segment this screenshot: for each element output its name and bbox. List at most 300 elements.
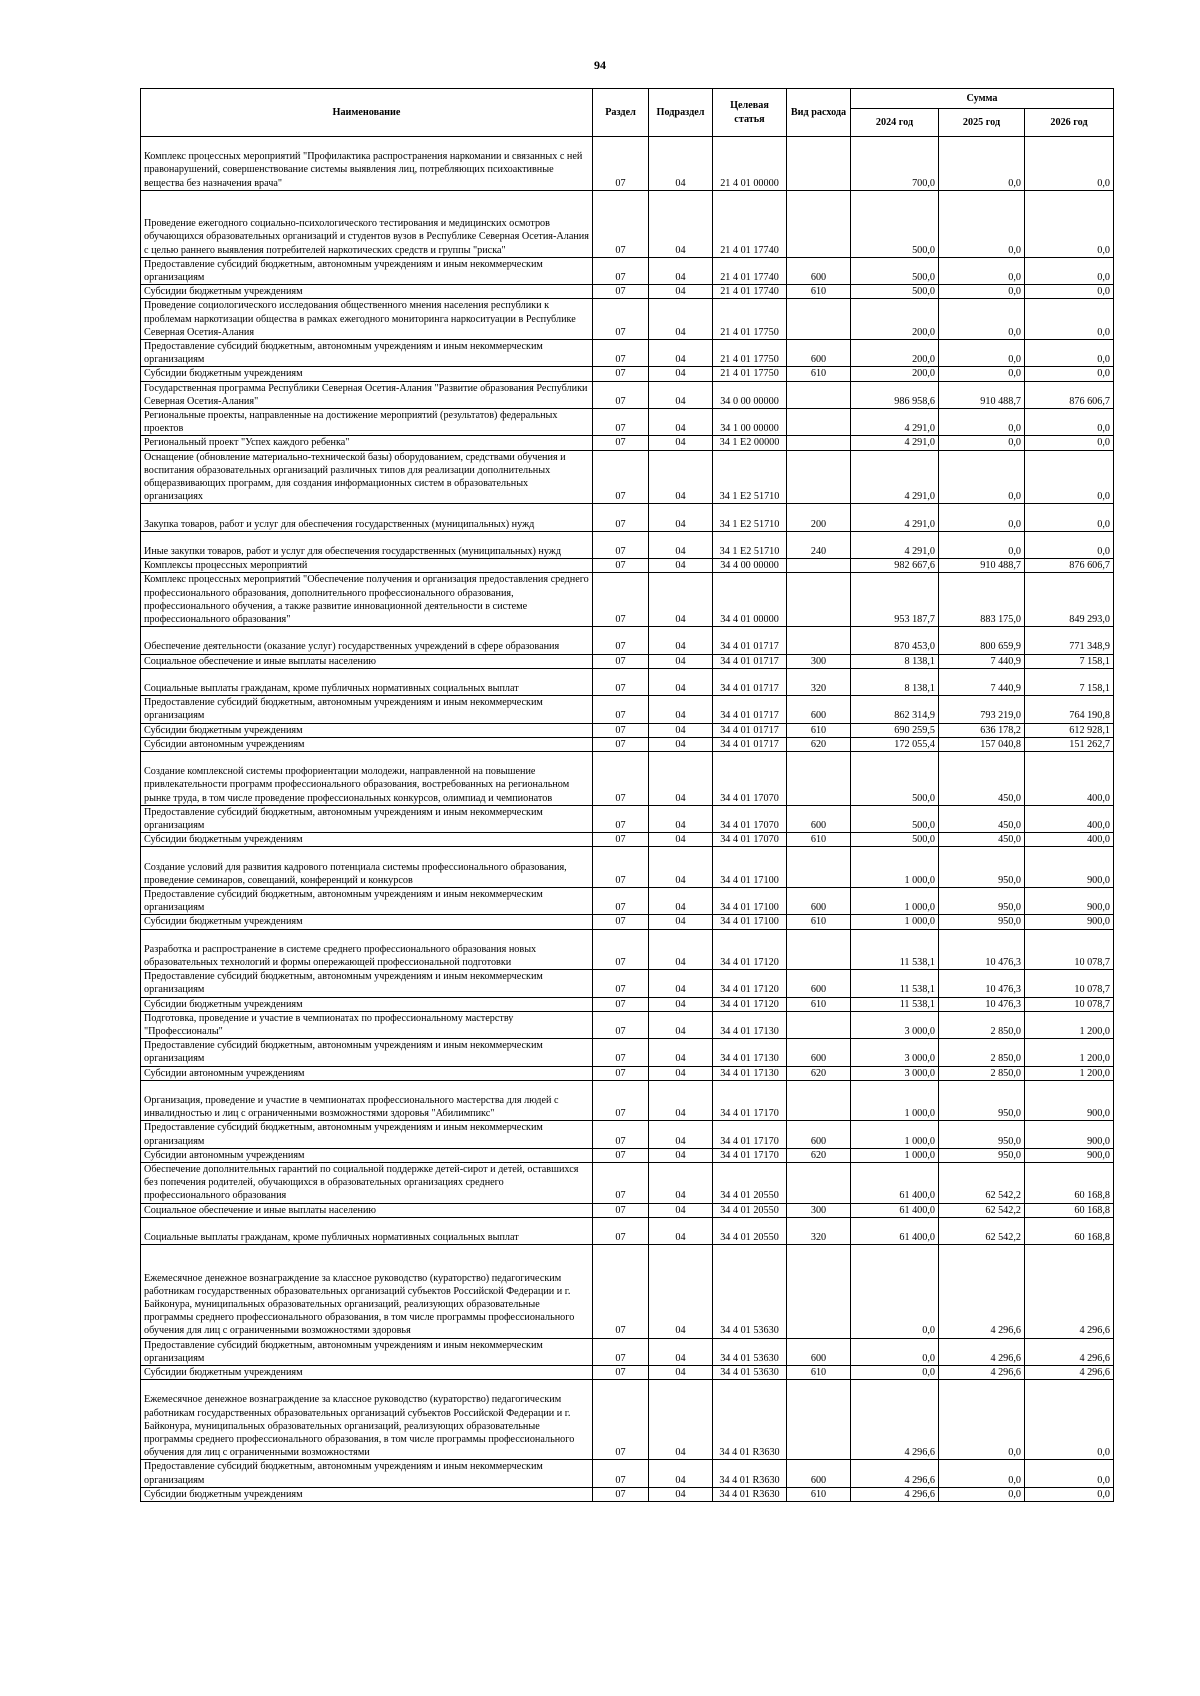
cell-2025: 910 488,7 (939, 381, 1025, 408)
cell-2026: 400,0 (1025, 833, 1114, 847)
cell-name: Региональный проект "Успех каждого ребенка" (141, 436, 593, 450)
cell-expense-type (787, 409, 851, 436)
cell-2025: 10 476,3 (939, 929, 1025, 970)
cell-expense-type: 610 (787, 723, 851, 737)
header-sum: Сумма (851, 89, 1114, 109)
cell-2025: 0,0 (939, 137, 1025, 191)
cell-section: 07 (593, 137, 649, 191)
cell-target: 34 4 01 R3630 (713, 1460, 787, 1487)
cell-2025: 950,0 (939, 1148, 1025, 1162)
cell-target: 21 4 01 17740 (713, 190, 787, 257)
cell-target: 34 4 01 01717 (713, 723, 787, 737)
cell-name: Предоставление субсидий бюджетным, автономным учреждениям и иным некоммерческим организациям (141, 257, 593, 284)
table-row (141, 929, 1114, 970)
cell-2026: 400,0 (1025, 752, 1114, 806)
table-row (141, 1366, 1114, 1380)
cell-2024: 500,0 (851, 257, 939, 284)
cell-2026: 0,0 (1025, 1380, 1114, 1460)
cell-2026: 0,0 (1025, 1460, 1114, 1487)
cell-subsection: 04 (649, 450, 713, 504)
cell-target: 34 1 00 00000 (713, 409, 787, 436)
cell-expense-type: 600 (787, 805, 851, 832)
table-row (141, 190, 1114, 257)
table-row (141, 450, 1114, 504)
cell-subsection: 04 (649, 285, 713, 299)
cell-subsection: 04 (649, 299, 713, 340)
cell-name: Предоставление субсидий бюджетным, автономным учреждениям и иным некоммерческим организациям (141, 970, 593, 997)
table-row (141, 1039, 1114, 1066)
cell-section: 07 (593, 1338, 649, 1365)
cell-2024: 4 296,6 (851, 1460, 939, 1487)
cell-subsection: 04 (649, 627, 713, 654)
table-row (141, 381, 1114, 408)
cell-section: 07 (593, 340, 649, 367)
cell-target: 34 4 01 R3630 (713, 1380, 787, 1460)
table-row (141, 531, 1114, 558)
cell-2026: 0,0 (1025, 340, 1114, 367)
cell-target: 34 1 E2 51710 (713, 531, 787, 558)
table-row (141, 737, 1114, 751)
cell-section: 07 (593, 833, 649, 847)
cell-subsection: 04 (649, 1380, 713, 1460)
cell-subsection: 04 (649, 190, 713, 257)
cell-subsection: 04 (649, 929, 713, 970)
table-row (141, 696, 1114, 723)
cell-2025: 0,0 (939, 190, 1025, 257)
table-row (141, 367, 1114, 381)
cell-2024: 1 000,0 (851, 1080, 939, 1121)
cell-expense-type: 610 (787, 367, 851, 381)
cell-2025: 910 488,7 (939, 559, 1025, 573)
cell-name: Субсидии бюджетным учреждениям (141, 1366, 593, 1380)
cell-2026: 900,0 (1025, 1148, 1114, 1162)
cell-name: Социальное обеспечение и иные выплаты населению (141, 1203, 593, 1217)
cell-2024: 200,0 (851, 367, 939, 381)
cell-2024: 1 000,0 (851, 1148, 939, 1162)
cell-subsection: 04 (649, 381, 713, 408)
cell-2025: 4 296,6 (939, 1366, 1025, 1380)
cell-name: Предоставление субсидий бюджетным, автономным учреждениям и иным некоммерческим организациям (141, 696, 593, 723)
header-expense-type: Вид расхода (787, 89, 851, 137)
cell-section: 07 (593, 1163, 649, 1204)
cell-subsection: 04 (649, 559, 713, 573)
cell-subsection: 04 (649, 1066, 713, 1080)
cell-2026: 0,0 (1025, 450, 1114, 504)
cell-target: 34 4 01 17120 (713, 970, 787, 997)
cell-subsection: 04 (649, 752, 713, 806)
cell-expense-type: 240 (787, 531, 851, 558)
cell-section: 07 (593, 805, 649, 832)
cell-expense-type: 320 (787, 668, 851, 695)
cell-target: 21 4 01 17740 (713, 257, 787, 284)
cell-subsection: 04 (649, 888, 713, 915)
table-row (141, 340, 1114, 367)
cell-expense-type (787, 847, 851, 888)
cell-2026: 0,0 (1025, 257, 1114, 284)
cell-2025: 0,0 (939, 257, 1025, 284)
cell-2026: 7 158,1 (1025, 654, 1114, 668)
cell-2025: 157 040,8 (939, 737, 1025, 751)
cell-2024: 61 400,0 (851, 1203, 939, 1217)
table-row (141, 559, 1114, 573)
cell-expense-type: 600 (787, 696, 851, 723)
cell-section: 07 (593, 299, 649, 340)
cell-name: Обеспечение дополнительных гарантий по социальной поддержке детей-сирот и детей, оставшихся без попечения родителей, обучающихся в образовательных организациях среднего профессионального образования (141, 1163, 593, 1204)
cell-section: 07 (593, 1380, 649, 1460)
cell-target: 34 4 01 01717 (713, 668, 787, 695)
cell-section: 07 (593, 847, 649, 888)
cell-expense-type (787, 137, 851, 191)
cell-2024: 700,0 (851, 137, 939, 191)
cell-2025: 0,0 (939, 1487, 1025, 1501)
cell-subsection: 04 (649, 1148, 713, 1162)
table-row (141, 1487, 1114, 1501)
cell-2025: 950,0 (939, 1080, 1025, 1121)
table-row (141, 285, 1114, 299)
cell-expense-type (787, 1245, 851, 1338)
cell-subsection: 04 (649, 1460, 713, 1487)
cell-subsection: 04 (649, 1080, 713, 1121)
cell-2024: 500,0 (851, 833, 939, 847)
page-number: 94 (594, 58, 606, 72)
table-row (141, 1460, 1114, 1487)
table-row (141, 1217, 1114, 1244)
cell-2025: 0,0 (939, 1460, 1025, 1487)
cell-2026: 7 158,1 (1025, 668, 1114, 695)
cell-2026: 0,0 (1025, 436, 1114, 450)
table-row (141, 1203, 1114, 1217)
cell-name: Государственная программа Республики Северная Осетия-Алания "Развитие образования Республики Северная Осетия-Алания" (141, 381, 593, 408)
cell-2025: 0,0 (939, 436, 1025, 450)
cell-2026: 1 200,0 (1025, 1039, 1114, 1066)
cell-subsection: 04 (649, 504, 713, 531)
cell-2024: 986 958,6 (851, 381, 939, 408)
cell-section: 07 (593, 1366, 649, 1380)
cell-target: 34 4 01 17070 (713, 752, 787, 806)
cell-expense-type: 320 (787, 1217, 851, 1244)
cell-2026: 10 078,7 (1025, 997, 1114, 1011)
cell-2026: 900,0 (1025, 915, 1114, 929)
table-row (141, 833, 1114, 847)
cell-2026: 876 606,7 (1025, 559, 1114, 573)
cell-2025: 0,0 (939, 340, 1025, 367)
header-2026: 2026 год (1025, 109, 1114, 137)
cell-subsection: 04 (649, 668, 713, 695)
cell-2025: 2 850,0 (939, 1066, 1025, 1080)
cell-expense-type (787, 929, 851, 970)
cell-2024: 3 000,0 (851, 1039, 939, 1066)
cell-name: Социальные выплаты гражданам, кроме публичных нормативных социальных выплат (141, 668, 593, 695)
cell-2026: 0,0 (1025, 285, 1114, 299)
cell-section: 07 (593, 1487, 649, 1501)
cell-target: 21 4 01 17750 (713, 340, 787, 367)
cell-target: 34 4 01 01717 (713, 737, 787, 751)
cell-subsection: 04 (649, 696, 713, 723)
cell-2025: 0,0 (939, 285, 1025, 299)
cell-expense-type (787, 559, 851, 573)
table-row (141, 573, 1114, 627)
cell-2025: 883 175,0 (939, 573, 1025, 627)
header-2025: 2025 год (939, 109, 1025, 137)
table-row (141, 627, 1114, 654)
cell-name: Субсидии бюджетным учреждениям (141, 1487, 593, 1501)
cell-target: 34 4 01 17100 (713, 888, 787, 915)
cell-2024: 982 667,6 (851, 559, 939, 573)
cell-2024: 4 291,0 (851, 504, 939, 531)
cell-2026: 60 168,8 (1025, 1203, 1114, 1217)
table-row (141, 1245, 1114, 1338)
header-target: Целевая статья (713, 89, 787, 137)
cell-name: Предоставление субсидий бюджетным, автономным учреждениям и иным некоммерческим организациям (141, 1460, 593, 1487)
header-2024: 2024 год (851, 109, 939, 137)
cell-2024: 3 000,0 (851, 1066, 939, 1080)
table-row (141, 137, 1114, 191)
cell-2025: 950,0 (939, 847, 1025, 888)
cell-subsection: 04 (649, 723, 713, 737)
cell-2025: 2 850,0 (939, 1011, 1025, 1038)
cell-2025: 0,0 (939, 504, 1025, 531)
cell-2024: 500,0 (851, 752, 939, 806)
cell-expense-type: 610 (787, 915, 851, 929)
cell-2025: 950,0 (939, 1121, 1025, 1148)
cell-name: Региональные проекты, направленные на достижение мероприятий (результатов) федеральных проектов (141, 409, 593, 436)
cell-name: Предоставление субсидий бюджетным, автономным учреждениям и иным некоммерческим организациям (141, 1338, 593, 1365)
table-row (141, 1380, 1114, 1460)
cell-2025: 450,0 (939, 833, 1025, 847)
cell-section: 07 (593, 367, 649, 381)
cell-2026: 764 190,8 (1025, 696, 1114, 723)
cell-2024: 500,0 (851, 805, 939, 832)
cell-2026: 612 928,1 (1025, 723, 1114, 737)
table-row (141, 1121, 1114, 1148)
cell-2025: 62 542,2 (939, 1163, 1025, 1204)
table-row (141, 668, 1114, 695)
cell-section: 07 (593, 1039, 649, 1066)
table-row (141, 1163, 1114, 1204)
cell-subsection: 04 (649, 1163, 713, 1204)
cell-name: Субсидии автономным учреждениям (141, 737, 593, 751)
cell-2026: 900,0 (1025, 847, 1114, 888)
cell-target: 34 4 01 53630 (713, 1245, 787, 1338)
cell-expense-type: 600 (787, 1039, 851, 1066)
cell-2026: 4 296,6 (1025, 1245, 1114, 1338)
cell-2024: 1 000,0 (851, 847, 939, 888)
cell-section: 07 (593, 915, 649, 929)
cell-target: 34 4 01 R3630 (713, 1487, 787, 1501)
cell-2024: 61 400,0 (851, 1217, 939, 1244)
cell-section: 07 (593, 504, 649, 531)
table-row (141, 997, 1114, 1011)
cell-2025: 0,0 (939, 450, 1025, 504)
cell-section: 07 (593, 668, 649, 695)
cell-name: Субсидии бюджетным учреждениям (141, 833, 593, 847)
cell-2026: 0,0 (1025, 1487, 1114, 1501)
cell-2026: 0,0 (1025, 190, 1114, 257)
cell-target: 34 4 01 17170 (713, 1121, 787, 1148)
cell-section: 07 (593, 752, 649, 806)
cell-subsection: 04 (649, 1338, 713, 1365)
table-row (141, 436, 1114, 450)
table-row (141, 1148, 1114, 1162)
cell-target: 34 4 01 00000 (713, 573, 787, 627)
cell-2025: 793 219,0 (939, 696, 1025, 723)
cell-subsection: 04 (649, 436, 713, 450)
cell-section: 07 (593, 1203, 649, 1217)
cell-section: 07 (593, 450, 649, 504)
cell-2026: 4 296,6 (1025, 1366, 1114, 1380)
cell-subsection: 04 (649, 409, 713, 436)
cell-target: 34 4 01 17170 (713, 1148, 787, 1162)
cell-expense-type (787, 190, 851, 257)
cell-2024: 690 259,5 (851, 723, 939, 737)
cell-expense-type (787, 381, 851, 408)
cell-expense-type: 620 (787, 737, 851, 751)
cell-subsection: 04 (649, 847, 713, 888)
cell-section: 07 (593, 409, 649, 436)
cell-2024: 11 538,1 (851, 997, 939, 1011)
cell-2026: 10 078,7 (1025, 970, 1114, 997)
table-row (141, 1011, 1114, 1038)
cell-target: 34 4 01 17070 (713, 833, 787, 847)
cell-expense-type: 300 (787, 1203, 851, 1217)
cell-expense-type (787, 573, 851, 627)
cell-subsection: 04 (649, 833, 713, 847)
cell-2025: 950,0 (939, 888, 1025, 915)
cell-name: Оснащение (обновление материально-технической базы) оборудованием, средствами обучения и воспитания образовательных организаций различных типов для реализации дополнительных общеразвивающих программ, для создания информационных систем в образовательных организациях (141, 450, 593, 504)
table-row (141, 970, 1114, 997)
cell-expense-type: 610 (787, 833, 851, 847)
cell-subsection: 04 (649, 654, 713, 668)
cell-2025: 62 542,2 (939, 1203, 1025, 1217)
cell-2024: 0,0 (851, 1245, 939, 1338)
cell-2024: 8 138,1 (851, 668, 939, 695)
cell-2024: 4 291,0 (851, 409, 939, 436)
cell-2024: 11 538,1 (851, 929, 939, 970)
table-row (141, 888, 1114, 915)
table-row (141, 752, 1114, 806)
table-row (141, 504, 1114, 531)
cell-name: Проведение ежегодного социально-психологического тестирования и медицинских осмотров обучающихся образовательных организаций и студентов вузов в Республике Северная Осетия-Алания с целью раннего выявления потребителей наркотических средств и группы "риска" (141, 190, 593, 257)
cell-2024: 1 000,0 (851, 1121, 939, 1148)
cell-name: Социальное обеспечение и иные выплаты населению (141, 654, 593, 668)
cell-expense-type: 610 (787, 1366, 851, 1380)
cell-target: 34 4 01 17070 (713, 805, 787, 832)
cell-2026: 0,0 (1025, 504, 1114, 531)
cell-subsection: 04 (649, 573, 713, 627)
cell-name: Комплекс процессных мероприятий "Профилактика распространения наркомании и связанных с ней правонарушений, совершенствование системы выявления лиц, потребляющих психоактивные вещества без назначения врача" (141, 137, 593, 191)
cell-2024: 61 400,0 (851, 1163, 939, 1204)
cell-subsection: 04 (649, 137, 713, 191)
cell-subsection: 04 (649, 915, 713, 929)
cell-expense-type: 600 (787, 1121, 851, 1148)
cell-2025: 450,0 (939, 805, 1025, 832)
cell-2026: 900,0 (1025, 1121, 1114, 1148)
cell-section: 07 (593, 573, 649, 627)
cell-section: 07 (593, 1460, 649, 1487)
cell-name: Предоставление субсидий бюджетным, автономным учреждениям и иным некоммерческим организациям (141, 1121, 593, 1148)
cell-target: 34 4 01 17120 (713, 929, 787, 970)
cell-2024: 0,0 (851, 1366, 939, 1380)
cell-2024: 172 055,4 (851, 737, 939, 751)
cell-expense-type: 610 (787, 1487, 851, 1501)
cell-subsection: 04 (649, 531, 713, 558)
cell-target: 34 4 01 20550 (713, 1217, 787, 1244)
cell-2026: 900,0 (1025, 888, 1114, 915)
cell-section: 07 (593, 1245, 649, 1338)
cell-expense-type (787, 299, 851, 340)
cell-subsection: 04 (649, 1366, 713, 1380)
cell-target: 34 4 01 01717 (713, 627, 787, 654)
cell-section: 07 (593, 1080, 649, 1121)
cell-expense-type (787, 1011, 851, 1038)
cell-name: Предоставление субсидий бюджетным, автономным учреждениям и иным некоммерческим организациям (141, 888, 593, 915)
cell-section: 07 (593, 436, 649, 450)
cell-name: Предоставление субсидий бюджетным, автономным учреждениям и иным некоммерческим организациям (141, 340, 593, 367)
cell-expense-type: 600 (787, 1338, 851, 1365)
cell-section: 07 (593, 696, 649, 723)
cell-2026: 0,0 (1025, 531, 1114, 558)
cell-name: Обеспечение деятельности (оказание услуг) государственных учреждений в сфере образования (141, 627, 593, 654)
cell-target: 34 1 E2 00000 (713, 436, 787, 450)
cell-subsection: 04 (649, 340, 713, 367)
table-row (141, 257, 1114, 284)
cell-name: Социальные выплаты гражданам, кроме публичных нормативных социальных выплат (141, 1217, 593, 1244)
cell-subsection: 04 (649, 257, 713, 284)
cell-subsection: 04 (649, 367, 713, 381)
cell-expense-type (787, 1380, 851, 1460)
cell-2024: 4 291,0 (851, 436, 939, 450)
cell-2025: 10 476,3 (939, 997, 1025, 1011)
table-row (141, 299, 1114, 340)
table-row (141, 654, 1114, 668)
cell-subsection: 04 (649, 1487, 713, 1501)
cell-subsection: 04 (649, 1217, 713, 1244)
header-section: Раздел (593, 89, 649, 137)
cell-2024: 0,0 (851, 1338, 939, 1365)
cell-subsection: 04 (649, 1203, 713, 1217)
cell-2024: 4 291,0 (851, 450, 939, 504)
cell-2024: 953 187,7 (851, 573, 939, 627)
cell-name: Субсидии бюджетным учреждениям (141, 915, 593, 929)
cell-name: Подготовка, проведение и участие в чемпионатах по профессиональному мастерству "Профессионалы" (141, 1011, 593, 1038)
cell-target: 21 4 01 00000 (713, 137, 787, 191)
cell-subsection: 04 (649, 1011, 713, 1038)
cell-name: Субсидии бюджетным учреждениям (141, 285, 593, 299)
cell-name: Ежемесячное денежное вознаграждение за классное руководство (кураторство) педагогическим работникам государственных образовательных организаций субъектов Российской Федерации и г. Байконура, муниципальных образовательных организаций, реализующих образовательные программы среднего профессионального образования, в том числе программы профессионального обучения для лиц с ограниченными возможностями (141, 1380, 593, 1460)
cell-2025: 4 296,6 (939, 1245, 1025, 1338)
cell-2026: 10 078,7 (1025, 929, 1114, 970)
cell-section: 07 (593, 190, 649, 257)
cell-2026: 1 200,0 (1025, 1011, 1114, 1038)
cell-subsection: 04 (649, 805, 713, 832)
cell-subsection: 04 (649, 737, 713, 751)
cell-target: 34 4 01 17130 (713, 1039, 787, 1066)
cell-2025: 0,0 (939, 531, 1025, 558)
cell-name: Комплексы процессных мероприятий (141, 559, 593, 573)
table-row (141, 723, 1114, 737)
cell-section: 07 (593, 1066, 649, 1080)
cell-2026: 849 293,0 (1025, 573, 1114, 627)
cell-expense-type: 600 (787, 257, 851, 284)
cell-2026: 151 262,7 (1025, 737, 1114, 751)
cell-expense-type: 610 (787, 285, 851, 299)
cell-target: 34 4 01 01717 (713, 654, 787, 668)
cell-2024: 1 000,0 (851, 888, 939, 915)
cell-2025: 62 542,2 (939, 1217, 1025, 1244)
cell-2026: 876 606,7 (1025, 381, 1114, 408)
cell-subsection: 04 (649, 997, 713, 1011)
cell-2025: 7 440,9 (939, 668, 1025, 695)
